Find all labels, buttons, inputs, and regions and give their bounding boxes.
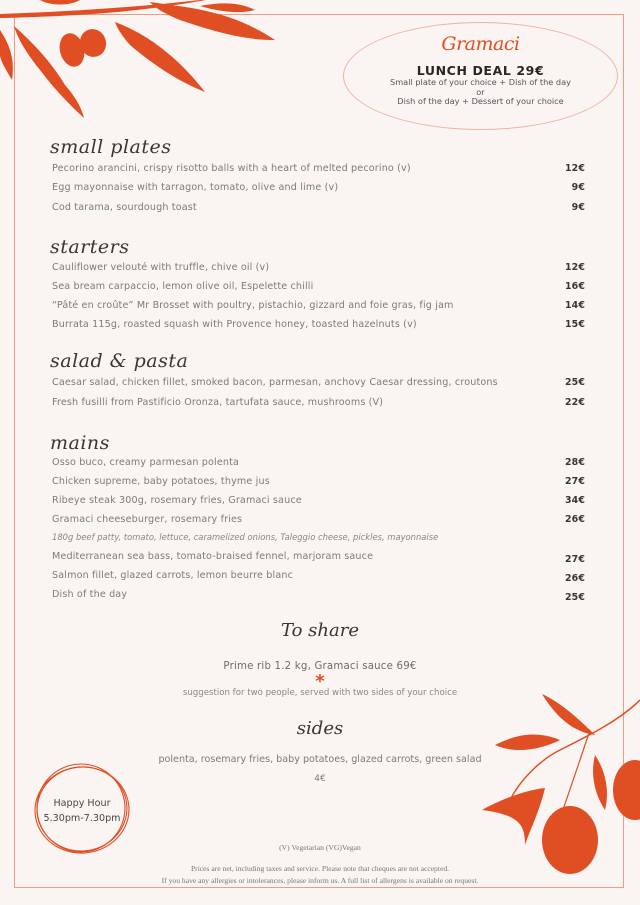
item-price: 15€: [564, 319, 585, 330]
footer-prices-note: Prices are net, including taxes and service. Please note that cheques are not accepted.: [190, 864, 450, 873]
lunch-deal-option-2: Dish of the day + Dessert of your choice: [397, 96, 564, 106]
item-name: Ribeye steak 300g, rosemary fries, Gramaci sauce: [52, 495, 302, 506]
item-price: 12€: [564, 163, 585, 174]
footer-allergy-note: If you have any allergies or intolerances, please inform us. A full list of allergens is available on request.: [161, 876, 479, 885]
section-title-sides: sides: [296, 718, 344, 739]
section-title-starters: starters: [50, 236, 130, 258]
item-name: Osso buco, creamy parmesan polenta: [52, 457, 240, 468]
menu-item: [52, 551, 585, 565]
item-price: 16€: [564, 281, 585, 292]
prime-rib-item: Prime rib 1.2 kg, Gramaci sauce 69€: [223, 661, 417, 672]
menu-item: [52, 495, 585, 506]
burger-description: 180g beef patty, tomato, lettuce, caramelized onions, Taleggio cheese, pickles, mayonnaise: [52, 532, 439, 542]
item-price: 27€: [564, 476, 585, 487]
asterisk-icon: *: [315, 671, 325, 692]
item-price: 25€: [564, 592, 585, 603]
item-name: Salmon fillet, glazed carrots, lemon beurre blanc: [52, 570, 294, 581]
menu-item: [52, 570, 585, 584]
happy-hour-title: Happy Hour: [53, 798, 111, 809]
item-price: 22€: [564, 397, 585, 408]
gramaci-logo: Gramaci: [441, 33, 520, 55]
item-name: Egg mayonnaise with tarragon, tomato, olive and lime (v): [52, 182, 339, 193]
happy-hour-time: 5.30pm-7.30pm: [43, 813, 121, 824]
item-name: Caesar salad, chicken fillet, smoked bacon, parmesan, anchovy Caesar dressing, croutons: [52, 377, 498, 388]
item-name: Dish of the day: [52, 589, 128, 600]
lunch-deal-title: LUNCH DEAL 29€: [416, 63, 545, 78]
item-name: Cauliflower velouté with truffle, chive oil (v): [52, 262, 270, 273]
menu-item: [52, 202, 585, 213]
item-price: 12€: [564, 262, 585, 273]
menu-item: [52, 281, 585, 292]
item-price: 26€: [564, 573, 585, 584]
menu-item: [52, 377, 585, 388]
diet-legend: (V) Vegetarian (VG)Vegan: [279, 843, 361, 852]
menu-item: [52, 476, 585, 487]
menu-item: [52, 397, 585, 408]
share-note: suggestion for two people, served with two sides of your choice: [182, 688, 458, 698]
lunch-deal-badge: [343, 22, 618, 130]
menu-item: [52, 182, 585, 193]
item-price: 25€: [564, 377, 585, 388]
item-name: Gramaci cheeseburger, rosemary fries: [52, 514, 243, 525]
item-name: “Pâté en croûte” Mr Brosset with poultry, pistachio, gizzard and foie gras, fig jam: [52, 300, 454, 311]
leaf-branch-top-left-icon: [0, 0, 300, 125]
item-price: 9€: [571, 182, 585, 193]
item-price: 9€: [571, 202, 585, 213]
lunch-deal-or: or: [476, 86, 485, 97]
item-name: Burrata 115g, roasted squash with Provence honey, toasted hazelnuts (v): [52, 319, 417, 330]
menu-item: [52, 262, 585, 273]
menu-item: [52, 457, 585, 468]
section-title-salad-pasta: salad & pasta: [50, 350, 189, 372]
item-price: 28€: [564, 457, 585, 468]
item-name: Mediterranean sea bass, tomato-braised fennel, marjoram sauce: [52, 551, 374, 562]
item-price: 14€: [564, 300, 585, 311]
item-name: Chicken supreme, baby potatoes, thyme jus: [52, 476, 270, 487]
menu-item: [52, 514, 585, 525]
section-title-mains: mains: [50, 432, 110, 454]
item-price: 34€: [564, 495, 585, 506]
sides-list: polenta, rosemary fries, baby potatoes, glazed carrots, green salad: [158, 754, 482, 765]
lunch-deal-option-1: Small plate of your choice + Dish of the day: [390, 77, 571, 87]
item-name: Pecorino arancini, crispy risotto balls with a heart of melted pecorino (v): [52, 163, 411, 174]
item-name: Cod tarama, sourdough toast: [52, 202, 197, 213]
section-title-small-plates: small plates: [50, 136, 172, 158]
menu-item: [52, 589, 585, 603]
item-name: Fresh fusilli from Pastificio Oronza, tartufata sauce, mushrooms (V): [52, 397, 384, 408]
item-price: 27€: [564, 554, 585, 565]
item-price: 26€: [564, 514, 585, 525]
sides-price: 4€: [314, 774, 326, 784]
menu-item: [52, 300, 585, 311]
menu-item: [52, 319, 585, 330]
menu-item: [52, 163, 585, 174]
section-title-to-share: To share: [281, 620, 359, 641]
item-name: Sea bream carpaccio, lemon olive oil, Espelette chilli: [52, 281, 314, 292]
